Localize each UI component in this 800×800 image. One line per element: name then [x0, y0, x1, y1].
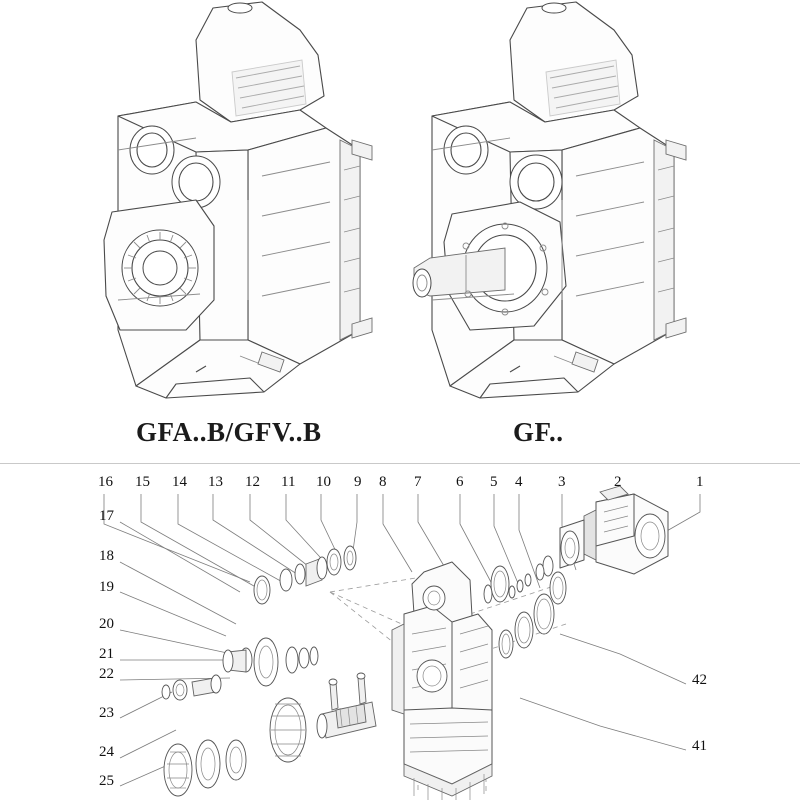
callout-41: 41: [692, 738, 707, 754]
callout-3: 3: [558, 474, 566, 490]
callout-16: 16: [98, 474, 113, 490]
callout-24: 24: [99, 744, 114, 760]
callout-20: 20: [99, 616, 114, 632]
exploded-diagram-svg: [0, 464, 800, 800]
callout-19: 19: [99, 579, 114, 595]
parts-left-shafts: [162, 546, 376, 796]
callout-1: 1: [696, 474, 704, 490]
callout-10: 10: [316, 474, 331, 490]
part-motor-adaptor: [560, 486, 668, 574]
caption-left: GFA..B/GFV..B: [136, 417, 322, 447]
callout-2: 2: [614, 474, 622, 490]
callout-5: 5: [490, 474, 498, 490]
part-main-housing: [392, 562, 492, 784]
gearbox-left-drawing: [104, 2, 372, 398]
callout-4: 4: [515, 474, 523, 490]
callout-15: 15: [135, 474, 150, 490]
leader-lines-right: [520, 634, 686, 750]
gearbox-right-drawing: [413, 2, 686, 398]
callout-25: 25: [99, 773, 114, 789]
callout-9: 9: [354, 474, 362, 490]
callout-22: 22: [99, 666, 114, 682]
callout-21: 21: [99, 646, 114, 662]
callout-13: 13: [208, 474, 223, 490]
callout-42: 42: [692, 672, 707, 688]
callout-7: 7: [414, 474, 422, 490]
callout-6: 6: [456, 474, 464, 490]
callout-17: 17: [99, 508, 114, 524]
caption-right: GF..: [513, 417, 564, 447]
callout-14: 14: [172, 474, 187, 490]
callout-8: 8: [379, 474, 387, 490]
exploded-diagram-area: [0, 464, 800, 800]
callout-23: 23: [99, 705, 114, 721]
callout-11: 11: [281, 474, 296, 490]
parts-rings-right: [484, 556, 566, 658]
callout-12: 12: [245, 474, 260, 490]
callout-18: 18: [99, 548, 114, 564]
